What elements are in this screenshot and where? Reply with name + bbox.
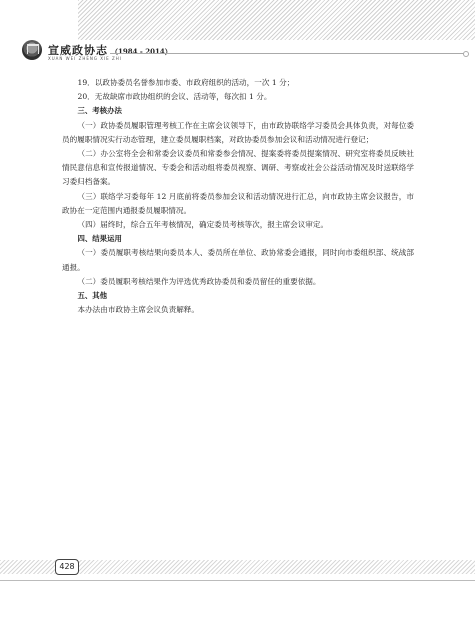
section-heading-other: 五、其他 [77,291,108,301]
cppcc-emblem-icon [22,40,42,60]
header-rule [110,53,466,54]
paragraph-item-19: 19．以政协委员名誉参加市委、市政府组织的活动，一次 1 分； [77,78,295,87]
page-header [0,0,475,62]
paragraph-method-2: （二）办公室将全会和常委会议委员和常委参会情况、提案委将委员提案情况、研究室将委员反映社情民意信息和宣传报道情况、专委会和活动组将委员视察、调研、考察或社会公益活动情况及时送联络学习委归档备案。 [62,149,414,187]
section-heading-assessment-method: 三、考核办法 [77,106,122,116]
footer-rule [0,580,475,581]
book-years: （1984 - 2014） [111,47,172,56]
header-hatch-decoration [78,0,475,40]
book-title-pinyin: XUAN WEI ZHENG XIE ZHI [48,56,122,61]
section-heading-result-use: 四、结果运用 [77,234,122,244]
paragraph-other: 本办法由市政协主席会议负责解释。 [77,305,199,315]
page-body [62,76,414,317]
paragraph-item-20: 20．无故缺席市政协组织的会议、活动等，每次扣 1 分。 [77,92,272,102]
page-number: 428 [55,559,79,575]
paragraph-method-3: （三）联络学习委每年 12 月底前将委员参加会议和活动情况进行汇总，向市政协主席会议报告，市政协在一定范围内通报委员履职情况。 [62,191,414,215]
paragraph-result-1: （一）委员履职考核结果向委员本人、委员所在单位、政协常委会通报，同时向市委组织部、统战部通报。 [62,248,414,272]
paragraph-result-2: （二）委员履职考核结果作为评选优秀政协委员和委员留任的重要依据。 [77,276,321,286]
paragraph-method-1: （一）政协委员履职管理考核工作在主席会议领导下，由市政协联络学习委员会具体负责，对每位委员的履职情况实行动态管理，建立委员履职档案，对政协委员参加会议和活动情况进行登记； [62,120,414,144]
paragraph-method-4: （四）届终时，综合五年考核情况，确定委员考核等次，报主席会议审定。 [77,220,329,230]
book-title: 宣威政协志 [48,44,108,57]
